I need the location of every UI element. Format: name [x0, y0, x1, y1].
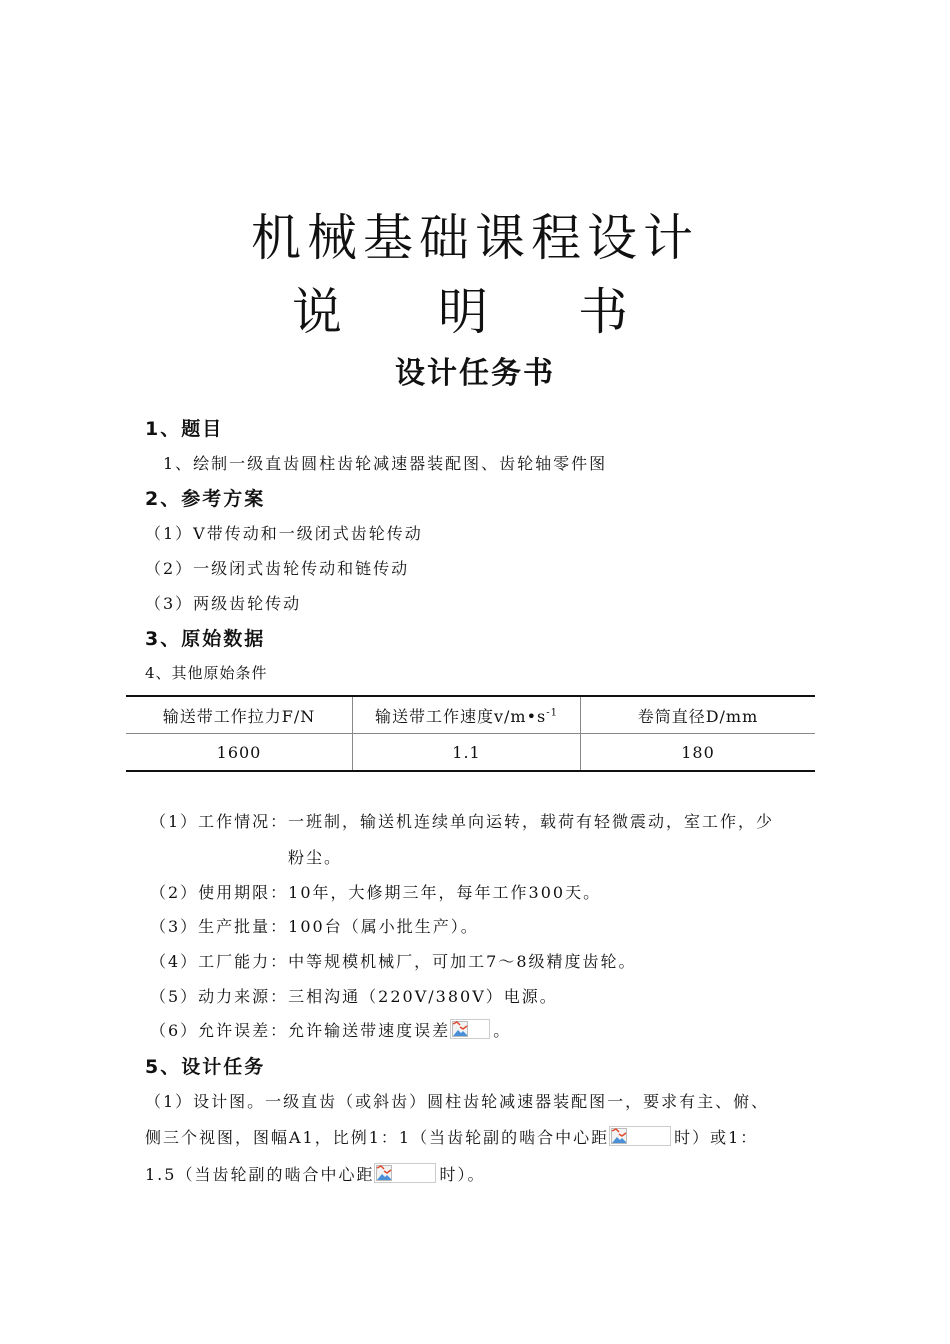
condition-6-text: （6）允许误差：允许输送带速度误差 — [150, 1021, 451, 1040]
task-paragraph-line1: （1）设计图。一级直齿（或斜齿）圆柱齿轮减速器装配图一，要求有主、俯、 — [145, 1092, 770, 1111]
condition-5: （5）动力来源：三相沟通（220V/380V）电源。 — [150, 987, 558, 1006]
cell-force: 1600 — [126, 734, 353, 772]
broken-image-icon — [450, 1019, 490, 1039]
task-heading: 设计任务书 — [395, 356, 555, 391]
broken-image-icon — [609, 1126, 671, 1146]
section-5-heading: 5、设计任务 — [145, 1056, 266, 1078]
subtitle-char-1: 说 — [292, 283, 342, 341]
table-row — [126, 734, 815, 772]
task-paragraph-line2 — [145, 1126, 758, 1150]
cell-speed: 1.1 — [353, 734, 581, 772]
condition-1-line1: 一班制，输送机连续单向运转，载荷有轻微震动，室工作，少 — [288, 812, 775, 831]
scheme-item-3: （3）两级齿轮传动 — [145, 594, 302, 613]
header-cell-speed: 输送带工作速度$v/m•s^{-1}$ — [353, 696, 581, 734]
task-line2-text: 侧三个视图，图幅A1，比例1：1（当齿轮副的啮合中心距 — [145, 1128, 610, 1147]
section-1-text: 1、绘制一级直齿圆柱齿轮减速器装配图、齿轮轴零件图 — [163, 454, 608, 473]
task-paragraph-line3 — [145, 1163, 485, 1187]
task-line3-text: 1.5（当齿轮副的啮合中心距 — [145, 1165, 375, 1184]
table-header-row — [126, 696, 815, 734]
cell-diameter: 180 — [581, 734, 816, 772]
condition-6 — [150, 1019, 511, 1043]
condition-4: （4）工厂能力：中等规模机械厂，可加工7～8级精度齿轮。 — [150, 952, 637, 971]
condition-2: （2）使用期限：10年，大修期三年，每年工作300天。 — [150, 883, 602, 902]
header-cell-diameter: 卷筒直径D/mm — [581, 696, 816, 734]
task-line3-end: 时）。 — [439, 1165, 486, 1184]
section-3-heading: 3、原始数据 — [145, 628, 266, 650]
header-cell-force: 输送带工作拉力F/N — [126, 696, 353, 734]
task-line2-end: 时）或1： — [674, 1128, 759, 1147]
subtitle-char-3: 书 — [578, 283, 628, 341]
section-2-heading: 2、参考方案 — [145, 488, 266, 510]
scheme-item-1: （1）V带传动和一级闭式齿轮传动 — [145, 524, 423, 543]
document-title: 机械基础课程设计 — [251, 209, 699, 267]
condition-1-line2: 粉尘。 — [288, 848, 343, 867]
condition-3: （3）生产批量：100台（属小批生产）。 — [150, 917, 479, 936]
scheme-item-2: （2）一级闭式齿轮传动和链传动 — [145, 559, 410, 578]
condition-6-end: 。 — [493, 1021, 512, 1040]
broken-image-icon — [374, 1163, 436, 1183]
raw-data-table — [126, 695, 815, 772]
section-4-label: 4、其他原始条件 — [145, 664, 268, 682]
section-1-heading: 1、题目 — [145, 418, 224, 440]
condition-1-label: （1）工作情况： — [150, 812, 289, 831]
subtitle-char-2: 明 — [438, 283, 488, 341]
